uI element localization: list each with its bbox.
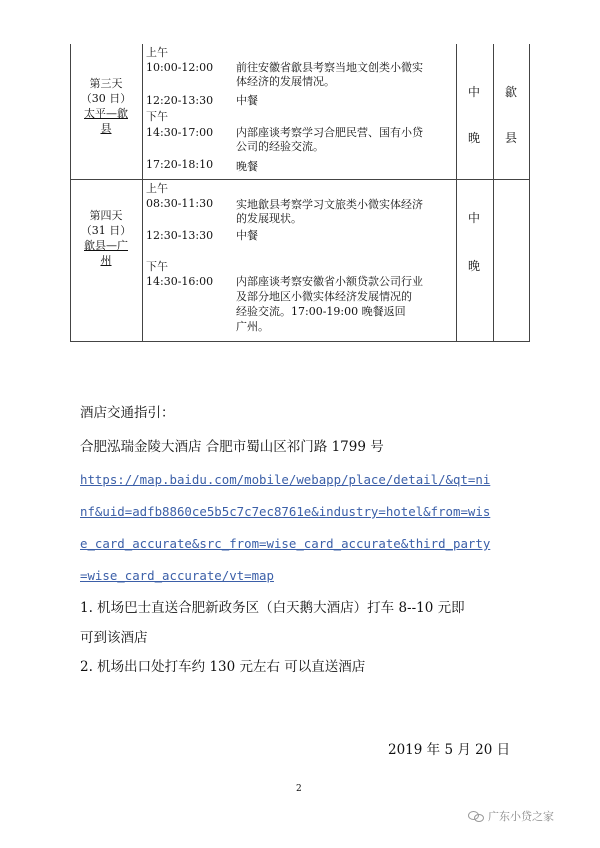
page-number: 2 — [296, 784, 302, 794]
day3-am-text-1: 前往安徽省歙县考察当地文创类小微实 — [236, 61, 423, 74]
document-date: 2019 年 5 月 20 日 — [388, 742, 511, 758]
table-row-divider — [70, 179, 530, 180]
note2: 2. 机场出口处打车约 130 元左右 可以直送酒店 — [80, 659, 366, 675]
day3-route-a-text: 太平—歙 — [84, 107, 128, 120]
day4-label-line2: （31 日） — [80, 224, 132, 237]
watermark — [468, 808, 554, 824]
day4-route-b — [72, 253, 140, 268]
day4-pm-text-2: 及部分地区小微实体经济发展情况的 — [236, 290, 412, 303]
map-url-line-3[interactable]: e_card_accurate&src_from=wise_card_accurate&third_party — [80, 536, 491, 551]
day3-pm-label: 下午 — [146, 110, 168, 123]
day3-route-a — [72, 106, 140, 121]
day4-am-text-2: 的发展现状。 — [236, 212, 302, 225]
day4-pm-text-3: 经验交流。17:00-19:00 晚餐返回 — [236, 305, 406, 318]
day3-lunch: 中餐 — [236, 94, 258, 107]
day3-route-b-text: 县 — [100, 122, 112, 135]
day3-am-label: 上午 — [146, 46, 168, 59]
day4-meal-mid: 中 — [467, 211, 480, 225]
day4-pm-text-1: 内部座谈考察安徽省小额贷款公司行业 — [236, 275, 423, 288]
day4-meal-eve: 晚 — [467, 259, 480, 273]
day4-route-a — [72, 238, 140, 253]
day3-stay-2: 县 — [504, 131, 517, 145]
day3-stay-1: 歙 — [504, 85, 517, 99]
hotel-line: 合肥泓瑞金陵大酒店 合肥市蜀山区祁门路 1799 号 — [80, 439, 384, 455]
day4-am-time: 08:30-11:30 — [146, 197, 214, 210]
schedule-table — [70, 44, 530, 342]
day3-am-text-2: 体经济的发展情况。 — [236, 75, 335, 88]
table-border-right — [529, 44, 530, 342]
day3-dinner-time: 17:20-18:10 — [146, 158, 214, 171]
day4-pm-label: 下午 — [146, 260, 168, 273]
map-url-line-2[interactable]: nf&uid=adfb8860ce5b5c7c7ec8761e&industry=hotel&from=wis — [80, 504, 491, 519]
wechat-icon — [468, 810, 484, 822]
day4-am-text-1: 实地歙县考察学习文旅类小微实体经济 — [236, 198, 423, 211]
day3-label-line1: 第三天 — [89, 77, 123, 90]
watermark-text: 广东小贷之家 — [488, 810, 554, 823]
table-border-left — [70, 44, 71, 342]
table-divider-stay — [493, 44, 494, 342]
table-divider-meal — [456, 44, 457, 342]
day4-pm-time: 14:30-16:00 — [146, 275, 214, 288]
day3-lunch-time: 12:20-13:30 — [146, 94, 214, 107]
day3-dinner: 晚餐 — [236, 160, 258, 173]
day4-lunch: 中餐 — [236, 229, 258, 242]
day4-am-label: 上午 — [146, 182, 168, 195]
note1-line1: 1. 机场巴士直送合肥新政务区（白天鹅大酒店）打车 8--10 元即 — [80, 600, 465, 616]
note1-line2: 可到该酒店 — [80, 630, 148, 646]
guide-title: 酒店交通指引： — [80, 405, 175, 421]
day4-label-line1: 第四天 — [89, 209, 123, 222]
map-url-line-1[interactable]: https://map.baidu.com/mobile/webapp/place/detail/&qt=ni — [80, 472, 491, 487]
table-divider-day — [142, 44, 143, 342]
day3-pm-time: 14:30-17:00 — [146, 126, 214, 139]
day3-pm-text-2: 公司的经验交流。 — [236, 140, 324, 153]
day4-route-b-text: 州 — [100, 254, 112, 267]
day4-route-a-text: 歙县—广 — [84, 239, 128, 252]
day3-meal-mid: 中 — [467, 85, 480, 99]
map-url-line-4[interactable]: =wise_card_accurate/vt=map — [80, 568, 274, 583]
day3-label-line2: （30 日） — [80, 92, 132, 105]
table-border-bottom — [70, 341, 530, 342]
day4-lunch-time: 12:30-13:30 — [146, 229, 214, 242]
day3-meal-eve: 晚 — [467, 131, 480, 145]
day3-pm-text-1: 内部座谈考察学习合肥民营、国有小贷 — [236, 126, 423, 139]
day3-route-b — [72, 121, 140, 136]
day3-am-time: 10:00-12:00 — [146, 61, 214, 74]
day4-pm-text-4: 广州。 — [236, 320, 269, 333]
